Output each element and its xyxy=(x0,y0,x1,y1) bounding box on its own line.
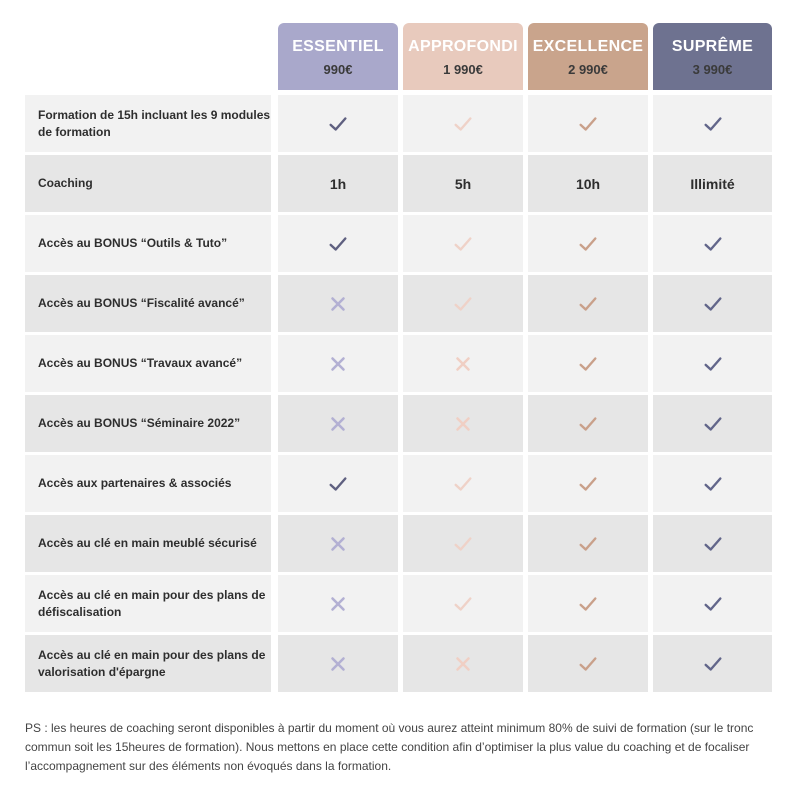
check-icon xyxy=(528,515,648,572)
check-icon xyxy=(653,95,772,152)
row-value: 5h xyxy=(403,155,523,212)
plan-name: SUPRÊME xyxy=(671,37,754,55)
row-value: 1h xyxy=(278,155,398,212)
check-icon xyxy=(528,455,648,512)
cross-icon xyxy=(278,275,398,332)
row-value: 10h xyxy=(528,155,648,212)
check-icon xyxy=(278,455,398,512)
check-icon xyxy=(653,635,772,692)
check-icon xyxy=(653,515,772,572)
row-label: Formation de 15h incluant les 9 modules de formation xyxy=(25,95,271,152)
row-label: Accès au clé en main pour des plans de défiscalisation xyxy=(25,575,271,632)
row-label: Accès au BONUS “Fiscalité avancé” xyxy=(25,275,271,332)
footnote: PS : les heures de coaching seront disponibles à partir du moment où vous aurez atteint minimum 80% de suivi de formation (sur le tronc commun soit les 15heures de formation). Nous mettons en place cette condition afin d’optimiser la plus value du coaching et de focaliser l’accompagnement sur des éléments non évoqués dans la formation. xyxy=(25,721,754,773)
table-row xyxy=(25,635,772,692)
check-icon xyxy=(403,95,523,152)
table-row xyxy=(25,575,772,632)
check-icon xyxy=(278,215,398,272)
plan-price: 3 990€ xyxy=(692,61,733,77)
check-icon xyxy=(528,215,648,272)
row-label: Accès au clé en main pour des plans de valorisation d'épargne xyxy=(25,635,271,692)
check-icon xyxy=(528,575,648,632)
plan-price: 990€ xyxy=(323,61,353,77)
check-icon xyxy=(403,215,523,272)
row-label: Accès au BONUS “Travaux avancé” xyxy=(25,335,271,392)
row-value: Illimité xyxy=(653,155,772,212)
cross-icon xyxy=(403,395,523,452)
plan-header-supreme xyxy=(653,23,772,90)
check-icon xyxy=(528,335,648,392)
plan-header-excellence xyxy=(528,23,648,90)
check-icon xyxy=(278,95,398,152)
row-label: Accès au BONUS “Séminaire 2022” xyxy=(25,395,271,452)
check-icon xyxy=(528,395,648,452)
row-label: Accès au clé en main meublé sécurisé xyxy=(25,515,271,572)
cross-icon xyxy=(278,515,398,572)
check-icon xyxy=(528,635,648,692)
check-icon xyxy=(653,275,772,332)
cross-icon xyxy=(278,575,398,632)
check-icon xyxy=(528,275,648,332)
check-icon xyxy=(653,455,772,512)
check-icon xyxy=(653,215,772,272)
table-row xyxy=(25,215,772,272)
plan-price: 1 990€ xyxy=(443,61,483,77)
cross-icon xyxy=(403,635,523,692)
table-row xyxy=(25,455,772,512)
table-row xyxy=(25,515,772,572)
check-icon xyxy=(653,395,772,452)
check-icon xyxy=(403,575,523,632)
cross-icon xyxy=(278,335,398,392)
row-label: Coaching xyxy=(25,155,271,212)
check-icon xyxy=(403,275,523,332)
plan-header-essentiel xyxy=(278,23,398,90)
check-icon xyxy=(403,455,523,512)
table-row xyxy=(25,335,772,392)
cross-icon xyxy=(278,635,398,692)
table-row xyxy=(25,395,772,452)
plan-price: 2 990€ xyxy=(568,61,608,77)
plan-name: ESSENTIEL xyxy=(292,37,384,55)
plan-header-approfondi xyxy=(403,23,523,90)
table-row xyxy=(25,275,772,332)
plan-name: APPROFONDI xyxy=(408,37,518,55)
row-label: Accès au BONUS “Outils & Tuto” xyxy=(25,215,271,272)
check-icon xyxy=(403,515,523,572)
row-label: Accès aux partenaires & associés xyxy=(25,455,271,512)
table-row xyxy=(25,155,772,212)
table-row xyxy=(25,95,772,152)
cross-icon xyxy=(278,395,398,452)
check-icon xyxy=(653,335,772,392)
cross-icon xyxy=(403,335,523,392)
check-icon xyxy=(653,575,772,632)
check-icon xyxy=(528,95,648,152)
plan-name: EXCELLENCE xyxy=(532,37,644,55)
